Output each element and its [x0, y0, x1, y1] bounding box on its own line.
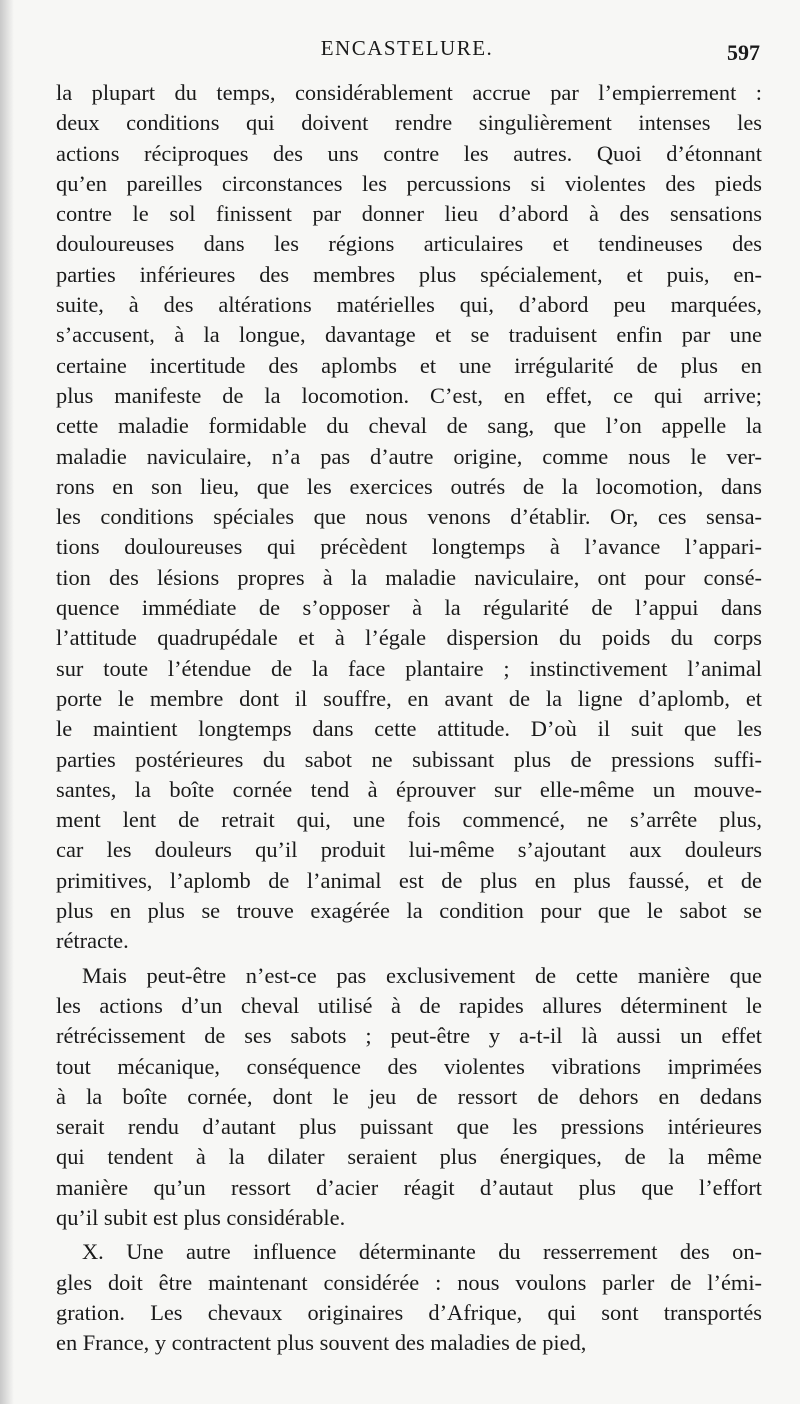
text-line: quence immédiate de s’opposer à la régularité de l’appui dans [56, 595, 762, 621]
text-line: gration. Les chevaux originaires d’Afrique, qui sont transportés [56, 1299, 762, 1325]
text-line: deux conditions qui doivent rendre singulièrement intenses les [56, 110, 762, 136]
text-line: serait rendu d’autant plus puissant que les pressions intérieures [56, 1114, 762, 1140]
page-number: 597 [727, 40, 760, 65]
text-line: rons en son lieu, que les exercices outrés de la locomotion, dans [56, 473, 762, 499]
text-line: qu’en pareilles circonstances les percussions si violentes des pieds [56, 170, 762, 196]
text-line: porte le membre dont il souffre, en avant de la ligne d’aplomb, et [56, 685, 762, 711]
text-line: le maintient longtemps dans cette attitude. D’où il suit que les [56, 716, 762, 742]
text-line: suite, à des altérations matérielles qui, d’abord peu marquées, [56, 292, 762, 318]
paragraph [56, 1237, 762, 1358]
text-line: tions douloureuses qui précèdent longtemps à l’avance l’appari- [56, 534, 762, 560]
text-line: sur toute l’étendue de la face plantaire ; instinctivement l’animal [56, 655, 762, 681]
page-gutter-shadow [0, 0, 14, 1404]
text-line: manière qu’un ressort d’acier réagit d’autaut plus que l’effort [56, 1174, 762, 1200]
text-line: s’accusent, à la longue, davantage et se traduisent enfin par une [56, 322, 762, 348]
text-line: Mais peut-être n’est-ce pas exclusivement de cette manière que [82, 962, 762, 988]
text-line: en France, y contractent plus souvent des maladies de pied, [56, 1330, 587, 1356]
text-line: gles doit être maintenant considérée : nous voulons parler de l’émi- [56, 1269, 762, 1295]
paragraph [56, 961, 762, 1234]
text-line: tout mécanique, conséquence des violentes vibrations imprimées [56, 1053, 762, 1079]
text-line: la plupart du temps, considérablement accrue par l’empierrement : [56, 80, 762, 105]
running-title: ENCASTELURE. [320, 36, 494, 60]
text-line: plus manifeste de la locomotion. C’est, en effet, ce qui arrive; [56, 382, 762, 408]
text-line: parties inférieures des membres plus spécialement, et puis, en- [56, 261, 762, 287]
text-line: santes, la boîte cornée tend à éprouver sur elle-même un mouve- [56, 776, 762, 802]
paragraph [56, 78, 762, 957]
text-line: douloureuses dans les régions articulaires et tendineuses des [56, 231, 762, 257]
text-line: l’attitude quadrupédale et à l’égale dispersion du poids du corps [56, 625, 762, 651]
text-line: certaine incertitude des aplombs et une irrégularité de plus en [56, 352, 762, 378]
text-line: actions réciproques des uns contre les autres. Quoi d’étonnant [56, 140, 762, 166]
text-line: qu’il subit est plus considérable. [56, 1204, 346, 1230]
text-line: primitives, l’aplomb de l’animal est de plus en plus faussé, et de [56, 867, 762, 893]
text-line: à la boîte cornée, dont le jeu de ressort de dehors en dedans [56, 1083, 762, 1109]
body-text [56, 78, 762, 1358]
text-line: rétrécissement de ses sabots ; peut-être y a-t-il là aussi un effet [56, 1023, 762, 1049]
text-line: parties postérieures du sabot ne subissant plus de pressions suffi- [56, 746, 762, 772]
text-line: car les douleurs qu’il produit lui-même s’ajoutant aux douleurs [56, 837, 762, 863]
text-line: les actions d’un cheval utilisé à de rapides allures déterminent le [56, 992, 762, 1018]
text-line: maladie naviculaire, n’a pas d’autre origine, comme nous le ver- [56, 443, 762, 469]
text-line: tion des lésions propres à la maladie naviculaire, ont pour consé- [56, 564, 762, 590]
text-line: X. Une autre influence déterminante du resserrement des on- [82, 1239, 762, 1265]
text-line: rétracte. [56, 928, 129, 954]
text-line: cette maladie formidable du cheval de sang, que l’on appelle la [56, 413, 762, 439]
text-line: les conditions spéciales que nous venons d’établir. Or, ces sensa- [56, 504, 762, 530]
text-line: plus en plus se trouve exagérée la condition pour que le sabot se [56, 898, 762, 924]
text-line: ment lent de retrait qui, une fois commencé, ne s’arrête plus, [56, 807, 762, 833]
text-line: contre le sol finissent par donner lieu d’abord à des sensations [56, 201, 762, 227]
page-header [54, 34, 760, 64]
text-line: qui tendent à la dilater seraient plus énergiques, de la même [56, 1144, 762, 1170]
